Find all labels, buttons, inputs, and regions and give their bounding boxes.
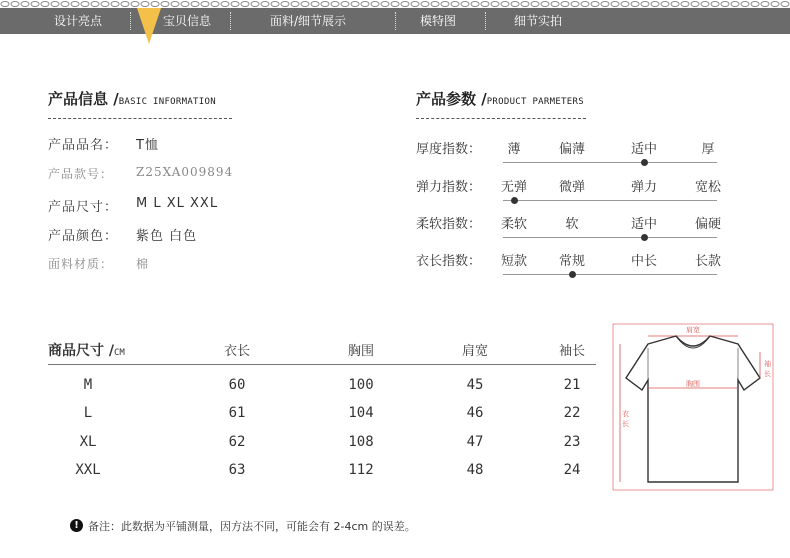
col-header-chest: 胸围 xyxy=(347,344,375,359)
section-nav-bar xyxy=(0,8,790,34)
col-header-shoulder: 肩宽 xyxy=(461,344,489,359)
measurement-cell: 45 xyxy=(466,377,484,393)
param-option: 常规 xyxy=(558,254,586,269)
info-row-name xyxy=(48,134,159,153)
param-option: 薄 xyxy=(507,142,521,157)
measurement-cell: 108 xyxy=(348,434,374,450)
sleeve-label-1: 袖 xyxy=(764,360,771,368)
basic-info-subtitle: BASIC INFORMATION xyxy=(118,97,216,107)
measurement-cell: 63 xyxy=(228,462,246,478)
size-cell: XL xyxy=(79,434,97,450)
tab-design-highlights[interactable]: 设计亮点 xyxy=(54,14,103,28)
basic-info-title-text: 产品信息 / xyxy=(48,90,119,108)
info-row-colors xyxy=(48,225,198,244)
info-value: 棉 xyxy=(136,257,150,271)
tshirt-measurement-diagram xyxy=(608,322,778,494)
nav-divider xyxy=(485,12,486,30)
col-header-length: 衣长 xyxy=(223,344,251,359)
length-label-1: 衣 xyxy=(622,410,629,418)
info-value: Z25XA009894 xyxy=(136,165,234,179)
measurement-cell: 22 xyxy=(563,405,581,421)
param-option: 厚 xyxy=(701,142,715,157)
param-scale-track xyxy=(503,237,717,238)
params-divider xyxy=(416,118,586,119)
measurement-cell: 104 xyxy=(348,405,374,421)
info-value: T恤 xyxy=(136,138,159,153)
info-value: 紫色 白色 xyxy=(136,229,198,244)
param-scale-track xyxy=(503,162,717,163)
param-option: 无弹 xyxy=(500,180,528,195)
size-cell: XXL xyxy=(75,462,101,478)
chest-label: 胸围 xyxy=(686,380,700,388)
param-scale-track xyxy=(503,274,717,275)
measurement-cell: 60 xyxy=(228,377,246,393)
tab-fabric-details[interactable]: 面料/细节展示 xyxy=(270,14,347,28)
info-label: 面料材质： xyxy=(48,257,114,271)
nav-divider xyxy=(130,12,131,30)
decorative-chain-border xyxy=(0,0,790,8)
param-label: 柔软指数： xyxy=(416,217,482,232)
size-cell: M xyxy=(83,377,93,393)
param-scale-marker xyxy=(569,271,576,278)
param-scale-marker xyxy=(641,234,648,241)
length-label-2: 长 xyxy=(622,420,629,428)
tab-detail-shots[interactable]: 细节实拍 xyxy=(514,14,563,28)
measurement-cell: 24 xyxy=(563,462,581,478)
col-header-sleeve: 袖长 xyxy=(558,344,586,359)
size-cell: L xyxy=(83,405,93,421)
basic-info-title xyxy=(48,88,216,109)
param-label: 弹力指数： xyxy=(416,180,482,195)
measurement-cell: 46 xyxy=(466,405,484,421)
info-row-material xyxy=(48,255,150,272)
sleeve-label-2: 长 xyxy=(764,370,771,378)
param-scale-track xyxy=(503,200,717,201)
nav-divider xyxy=(230,12,231,30)
measurement-cell: 61 xyxy=(228,405,246,421)
measurement-cell: 62 xyxy=(228,434,246,450)
param-option: 适中 xyxy=(630,142,658,157)
measurement-cell: 112 xyxy=(348,462,374,478)
size-table-divider xyxy=(48,364,596,365)
info-label: 产品颜色： xyxy=(48,229,119,244)
param-option: 适中 xyxy=(630,217,658,232)
measurement-cell: 48 xyxy=(466,462,484,478)
info-label: 产品款号： xyxy=(48,167,114,181)
info-label: 产品品名： xyxy=(48,138,119,153)
measurement-cell: 100 xyxy=(348,377,374,393)
tab-model-photos[interactable]: 模特图 xyxy=(420,14,457,28)
params-subtitle: PRODUCT PARMETERS xyxy=(486,97,584,107)
basic-info-divider xyxy=(48,118,232,119)
param-option: 柔软 xyxy=(500,217,528,232)
param-option: 长款 xyxy=(694,254,722,269)
info-label: 产品尺寸： xyxy=(48,200,119,215)
tshirt-outline xyxy=(626,336,760,482)
param-option: 短款 xyxy=(500,254,528,269)
measurement-cell: 23 xyxy=(563,434,581,450)
info-row-sizes xyxy=(48,196,219,215)
param-scale-marker xyxy=(511,197,518,204)
nav-divider xyxy=(395,12,396,30)
param-option: 偏硬 xyxy=(694,217,722,232)
param-label: 厚度指数： xyxy=(416,142,482,157)
param-option: 中长 xyxy=(630,254,658,269)
size-table-title xyxy=(48,340,125,360)
param-option: 弹力 xyxy=(630,180,658,195)
param-option: 偏薄 xyxy=(558,142,586,157)
tab-product-info[interactable]: 宝贝信息 xyxy=(163,14,212,28)
shoulder-label: 肩宽 xyxy=(686,326,700,334)
size-table-title-text: 商品尺寸 / xyxy=(48,343,114,359)
param-option: 软 xyxy=(565,217,579,232)
params-title-text: 产品参数 / xyxy=(416,90,487,108)
exclamation-icon: ! xyxy=(70,519,83,532)
param-option: 宽松 xyxy=(694,180,722,195)
measurement-cell: 47 xyxy=(466,434,484,450)
info-row-sku xyxy=(48,165,234,182)
size-table-unit: CM xyxy=(114,348,125,358)
param-scale-marker xyxy=(641,159,648,166)
params-title xyxy=(416,88,584,109)
info-value: M L XL XXL xyxy=(136,196,219,211)
measurement-cell: 21 xyxy=(563,377,581,393)
param-option: 微弹 xyxy=(558,180,586,195)
measurement-note: 备注：此数据为平铺测量，因方法不同，可能会有 2-4cm 的误差。 xyxy=(88,520,416,533)
active-tab-marker xyxy=(137,8,161,44)
param-label: 衣长指数： xyxy=(416,254,482,269)
